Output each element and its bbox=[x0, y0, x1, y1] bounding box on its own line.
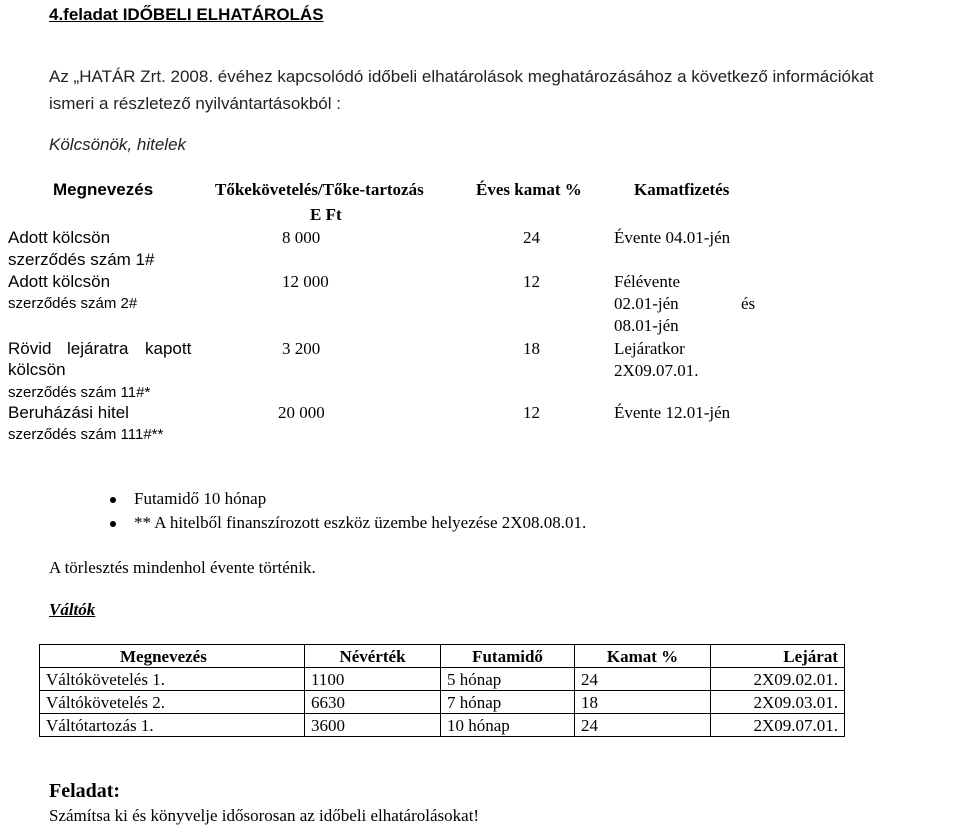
column-header: Kamat % bbox=[575, 645, 711, 668]
loan-principal: 3 200 bbox=[282, 339, 321, 358]
note-text: ** A hitelből finanszírozott eszköz üzembe helyezése 2X08.08.01. bbox=[134, 513, 587, 532]
loan-name: kölcsön bbox=[8, 360, 66, 379]
column-header: Futamidő bbox=[441, 645, 575, 668]
loan-name-word: Rövid bbox=[8, 339, 52, 358]
loan-principal: 12 000 bbox=[282, 272, 329, 291]
loan-contract: szerződés szám 111#** bbox=[8, 426, 164, 443]
table-cell: Váltótartozás 1. bbox=[40, 714, 305, 737]
intro-text-line-1: Az „HATÁR Zrt. 2008. évéhez kapcsolódó időbeli elhatárolások meghatározásához a következő információkat bbox=[49, 67, 874, 86]
bullet-icon bbox=[110, 521, 116, 527]
table-cell: 2X09.03.01. bbox=[711, 691, 845, 714]
loans-header-rate: Éves kamat % bbox=[476, 180, 582, 199]
loan-payment: Évente 04.01-jén bbox=[614, 228, 731, 247]
column-header: Megnevezés bbox=[40, 645, 305, 668]
loan-name-word: kapott bbox=[145, 339, 192, 358]
loan-rate: 24 bbox=[523, 228, 540, 247]
loans-header-payment: Kamatfizetés bbox=[634, 180, 730, 199]
table-row bbox=[40, 691, 845, 714]
loan-rate: 12 bbox=[523, 272, 540, 291]
table-cell: Váltókövetelés 2. bbox=[40, 691, 305, 714]
repayment-note: A törlesztés mindenhol évente történik. bbox=[49, 558, 316, 577]
table-cell: Váltókövetelés 1. bbox=[40, 668, 305, 691]
table-cell: 18 bbox=[575, 691, 711, 714]
loan-contract: szerződés szám 11#* bbox=[8, 384, 151, 401]
bullet-icon bbox=[110, 497, 116, 503]
table-cell: 2X09.07.01. bbox=[711, 714, 845, 737]
loan-payment-date: 02.01-jén bbox=[614, 294, 679, 313]
table-cell: 6630 bbox=[305, 691, 441, 714]
table-row bbox=[40, 714, 845, 737]
task-title: Feladat: bbox=[49, 780, 121, 802]
loan-rate: 18 bbox=[523, 339, 540, 358]
loans-header-name: Megnevezés bbox=[53, 180, 154, 199]
loan-contract: szerződés szám 2# bbox=[8, 295, 138, 312]
bills-section-title: Váltók bbox=[49, 600, 96, 619]
table-header-row bbox=[40, 645, 845, 668]
table-row bbox=[40, 668, 845, 691]
loan-contract: szerződés szám 1# bbox=[8, 250, 155, 269]
loan-payment-date-2: 08.01-jén bbox=[614, 316, 679, 335]
loan-payment: Lejáratkor bbox=[614, 339, 685, 358]
table-cell: 10 hónap bbox=[441, 714, 575, 737]
loans-section-title: Kölcsönök, hitelek bbox=[49, 135, 187, 154]
loan-name-word: lejáratra bbox=[67, 339, 129, 358]
loans-header-principal: Tőkekövetelés/Tőke-tartozás bbox=[215, 180, 424, 199]
loan-payment-conjunction: és bbox=[741, 294, 756, 313]
table-cell: 5 hónap bbox=[441, 668, 575, 691]
table-cell: 24 bbox=[575, 668, 711, 691]
table-cell: 2X09.02.01. bbox=[711, 668, 845, 691]
loan-payment-date: 2X09.07.01. bbox=[614, 361, 699, 380]
page-title: 4.feladat IDŐBELI ELHATÁROLÁS bbox=[49, 5, 324, 24]
table-cell: 1100 bbox=[305, 668, 441, 691]
column-header: Névérték bbox=[305, 645, 441, 668]
table-cell: 7 hónap bbox=[441, 691, 575, 714]
table-cell: 24 bbox=[575, 714, 711, 737]
loan-rate: 12 bbox=[523, 403, 540, 422]
loan-payment: Évente 12.01-jén bbox=[614, 403, 731, 422]
loan-payment: Félévente bbox=[614, 272, 681, 291]
intro-text-line-2: ismeri a részletező nyilvántartásokból : bbox=[49, 94, 341, 113]
loans-header-principal-unit: E Ft bbox=[310, 205, 342, 224]
loan-principal: 20 000 bbox=[278, 403, 325, 422]
note-text: Futamidő 10 hónap bbox=[134, 489, 267, 508]
column-header: Lejárat bbox=[711, 645, 845, 668]
loan-name: Beruházási hitel bbox=[8, 403, 129, 422]
loan-name: Adott kölcsön bbox=[8, 228, 111, 247]
task-text: Számítsa ki és könyvelje idősorosan az időbeli elhatárolásokat! bbox=[49, 806, 480, 825]
loan-name: Adott kölcsön bbox=[8, 272, 111, 291]
table-cell: 3600 bbox=[305, 714, 441, 737]
bills-table bbox=[39, 644, 845, 737]
loan-principal: 8 000 bbox=[282, 228, 321, 247]
